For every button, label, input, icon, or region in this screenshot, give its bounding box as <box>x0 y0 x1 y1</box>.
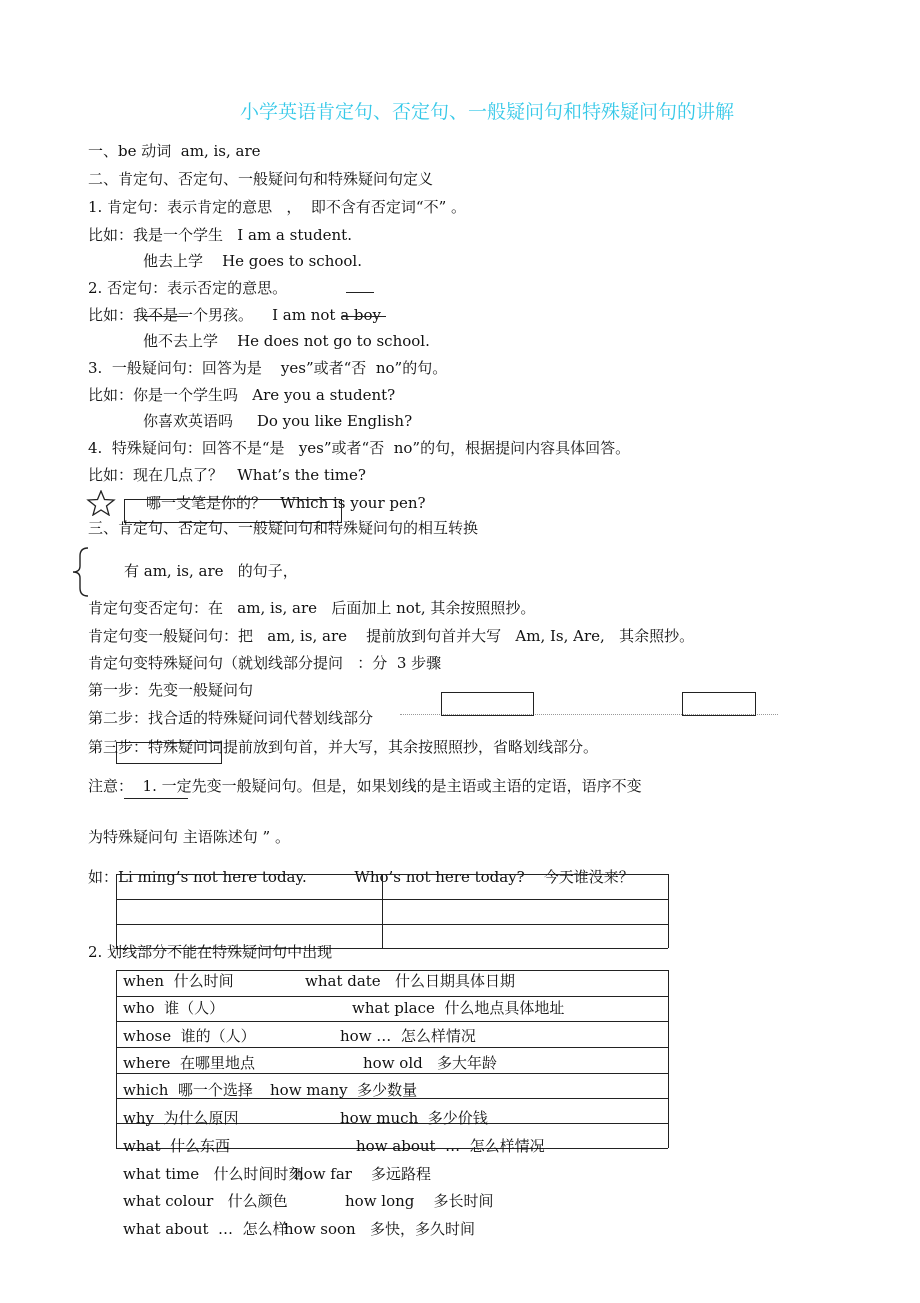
example-subject-question: 如：Li ming’s not here today. Who’s not here today? 今天谁没来？ <box>88 868 634 886</box>
example-negative-1: 比如：我不是一个男孩。 I am not a boy <box>88 306 382 324</box>
table-line <box>668 970 669 1148</box>
example-affirmative-1: 比如：我是一个学生 I am a student. <box>88 226 352 244</box>
qword-left: why 为什么原因 <box>123 1109 239 1127</box>
qword-left: what 什么东西 <box>123 1137 231 1155</box>
qword-right: how old 多大年龄 <box>363 1054 498 1072</box>
qword-right: how long 多长时间 <box>345 1192 494 1210</box>
table-line <box>116 899 668 900</box>
note-2: 2. 划线部分不能在特殊疑问句中出现 <box>88 943 333 961</box>
table-line <box>116 970 668 971</box>
qword-left: what time 什么时间时刻 <box>123 1165 304 1183</box>
def-yes-no-question: 3. 一般疑问句：回答为是 yes”或者“否 no”的句。 <box>88 359 448 377</box>
qword-right: what date 什么日期具体日期 <box>305 972 515 990</box>
table-line <box>382 874 383 948</box>
table-line <box>116 1021 668 1022</box>
table-line <box>116 874 668 875</box>
table-line <box>116 874 117 948</box>
example-negative-2: 他不去上学 He does not go to school. <box>143 332 430 350</box>
example-question-1: 比如：你是一个学生吗 Are you a student? <box>88 386 396 404</box>
star-icon <box>86 490 116 516</box>
step-2: 第二步：找合适的特殊疑问词代替划线部分 <box>88 709 374 727</box>
conversion-negative: 肯定句变否定句：在 am, is, are 后面加上 not, 其余按照照抄。 <box>88 599 536 617</box>
qword-right: how soon 多快，多久时间 <box>284 1220 476 1238</box>
strike-line <box>140 316 188 317</box>
def-negative: 2. 否定句：表示否定的意思。 <box>88 279 288 297</box>
conversion-yes-no: 肯定句变一般疑问句：把 am, is, are 提前放到句首并大写 Am, Is, Are, 其余照抄。 <box>88 627 695 645</box>
frame-box <box>682 692 756 716</box>
qword-right: how about … 怎么样情况 <box>356 1137 545 1155</box>
def-wh-question: 4. 特殊疑问句：回答不是“是 yes”或者“否 no”的句，根据提问内容具体回答。 <box>88 439 631 457</box>
note-1: 注意： 1. 一定先变一般疑问句。但是，如果划线的是主语或主语的定语，语序不变 <box>88 777 642 795</box>
qword-left: who 谁（人） <box>123 999 225 1017</box>
qword-right: how much 多少价钱 <box>340 1109 488 1127</box>
qword-left: whose 谁的（人） <box>123 1027 256 1045</box>
note-1-continued: 为特殊疑问句 主语陈述句 ” 。 <box>88 828 290 846</box>
table-line <box>116 1073 668 1074</box>
blank-underline <box>346 292 374 293</box>
table-line <box>116 1047 668 1048</box>
qword-left: what about … 怎么样 <box>123 1220 288 1238</box>
qword-left: which 哪一个选择 <box>123 1081 253 1099</box>
section-conversion: 三、肯定句、否定句、一般疑问句和特殊疑问句的相互转换 <box>88 519 479 537</box>
table-line <box>116 924 668 925</box>
strike-line <box>342 316 386 317</box>
table-line <box>668 874 669 948</box>
qword-left: where 在哪里地点 <box>123 1054 255 1072</box>
example-wh-1: 比如：现在几点了？ What’s the time? <box>88 466 366 484</box>
example-affirmative-2: 他去上学 He goes to school. <box>143 252 362 270</box>
example-question-2: 你喜欢英语吗 Do you like English? <box>143 412 413 430</box>
qword-left: when 什么时间 <box>123 972 234 990</box>
qword-right: what place 什么地点具体地址 <box>352 999 565 1017</box>
conversion-wh: 肯定句变特殊疑问句（就划线部分提问 ：分 3 步骤 <box>88 654 442 672</box>
qword-right: how … 怎么样情况 <box>340 1027 476 1045</box>
document-title: 小学英语肯定句、否定句、一般疑问句和特殊疑问句的讲解 <box>240 101 735 123</box>
step-3: 第三步：特殊疑问词提前放到句首，并大写，其余按照照抄，省略划线部分。 <box>88 738 599 756</box>
section-definitions: 二、肯定句、否定句、一般疑问句和特殊疑问句定义 <box>88 170 434 188</box>
qword-right: how many 多少数量 <box>270 1081 418 1099</box>
table-line <box>116 996 668 997</box>
example-wh-2: 哪一支笔是你的？ Which is your pen? <box>146 494 426 512</box>
brace-text: 有 am, is, are 的句子， <box>124 562 298 580</box>
frame-box <box>441 692 534 716</box>
brace-icon <box>70 546 92 598</box>
section-be-verbs: 一、be 动词 am, is, are <box>88 142 261 160</box>
qword-left: what colour 什么颜色 <box>123 1192 288 1210</box>
def-affirmative: 1. 肯定句：表示肯定的意思 ， 即不含有否定词“不” 。 <box>88 198 467 216</box>
blank-underline <box>124 798 188 799</box>
step-1: 第一步：先变一般疑问句 <box>88 681 254 699</box>
qword-right: how far 多远路程 <box>294 1165 432 1183</box>
